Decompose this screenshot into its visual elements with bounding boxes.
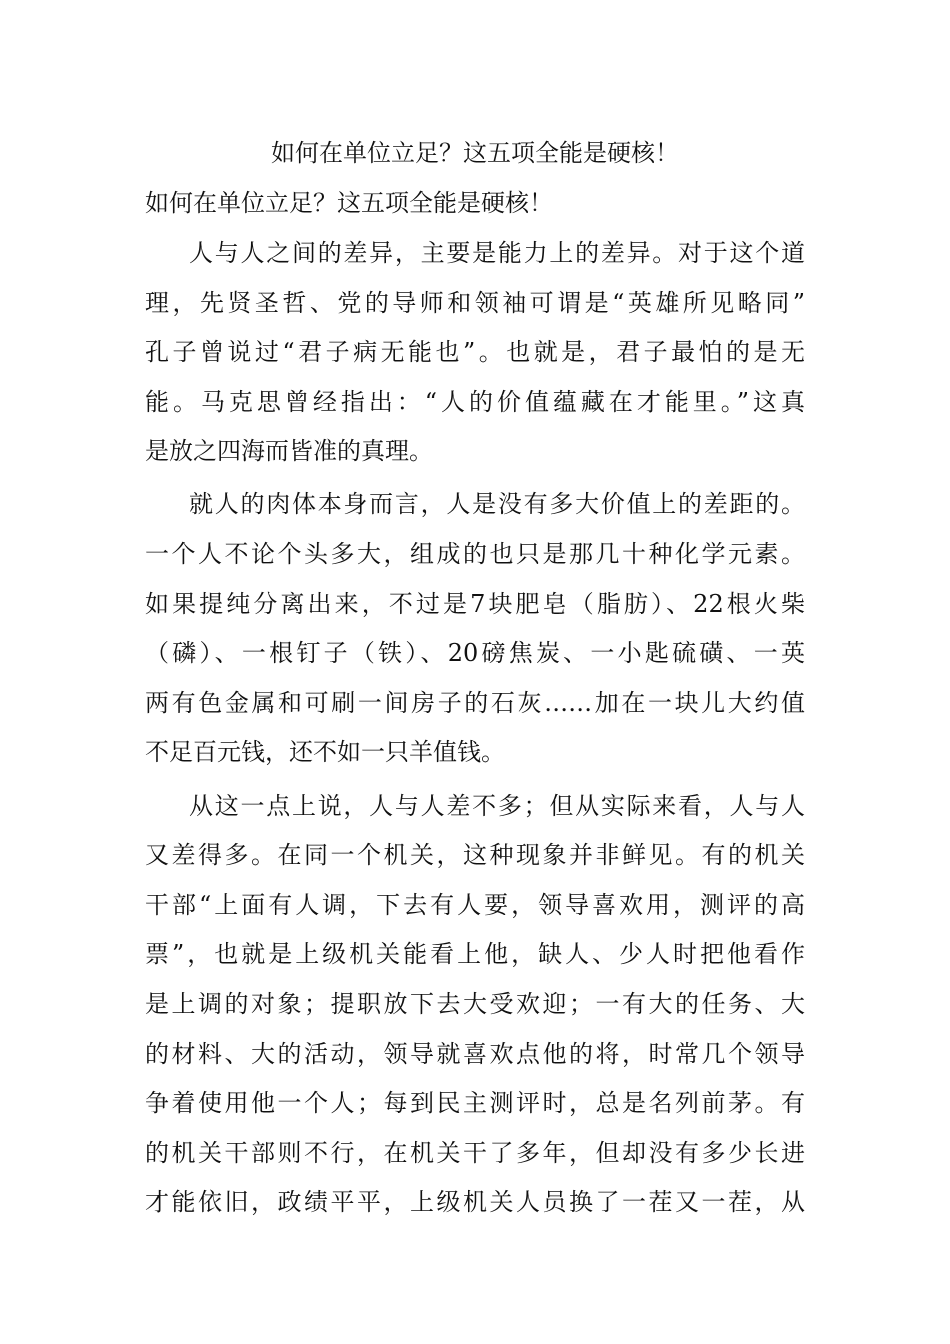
text-line: 票”，也就是上级机关能看上他，缺人、少人时把他看作 [145,940,805,969]
text-line: 理，先贤圣哲、党的导师和领袖可谓是“英雄所见略同” [145,288,805,317]
text-line: （磷）、一根钉子（铁）、20磅焦炭、一小匙硫磺、一英 [145,639,805,668]
text-line: 是上调的对象；提职放下去大受欢迎；一有大的任务、大 [145,989,805,1018]
text-line: 的机关干部则不行，在机关干了多年，但却没有多少长进 [145,1138,805,1167]
paragraph-1 [145,229,805,477]
text-line: 孔子曾说过“君子病无能也”。也就是，君子最怕的是无 [145,338,805,367]
document-subtitle: 如何在单位立足？这五项全能是硬核！ [145,189,553,217]
paragraph-2 [145,480,805,778]
text-line: 就人的肉体本身而言，人是没有多大价值上的差距的。 [189,490,805,519]
text-line: 人与人之间的差异，主要是能力上的差异。对于这个道 [189,239,805,267]
text-line: 的材料、大的活动，领导就喜欢点他的将，时常几个领导 [145,1039,805,1068]
paragraph-3 [145,782,805,1228]
text-line: 两有色金属和可刷一间房子的石灰……加在一块儿大约值 [145,688,805,717]
document-title: 如何在单位立足？这五项全能是硬核！ [271,139,679,167]
text-line: 才能依旧，政绩平平，上级机关人员换了一茬又一茬，从 [145,1188,805,1217]
text-line: 争着使用他一个人；每到民主测评时，总是名列前茅。有 [145,1089,805,1118]
text-line: 从这一点上说，人与人差不多；但从实际来看，人与人 [189,791,805,820]
text-line: 干部“上面有人调，下去有人要，领导喜欢用，测评的高 [145,890,805,919]
text-line: 不足百元钱，还不如一只羊值钱。 [145,738,505,767]
text-line: 是放之四海而皆准的真理。 [145,437,433,466]
document-body [145,229,805,1228]
text-line: 如果提纯分离出来，不过是7块肥皂（脂肪）、22根火柴 [145,589,805,618]
text-line: 又差得多。在同一个机关，这种现象并非鲜见。有的机关 [145,841,805,870]
text-line: 能。马克思曾经指出：“人的价值蕴藏在才能里。”这真 [145,387,805,416]
text-line: 一个人不论个头多大，组成的也只是那几十种化学元素。 [145,540,805,569]
